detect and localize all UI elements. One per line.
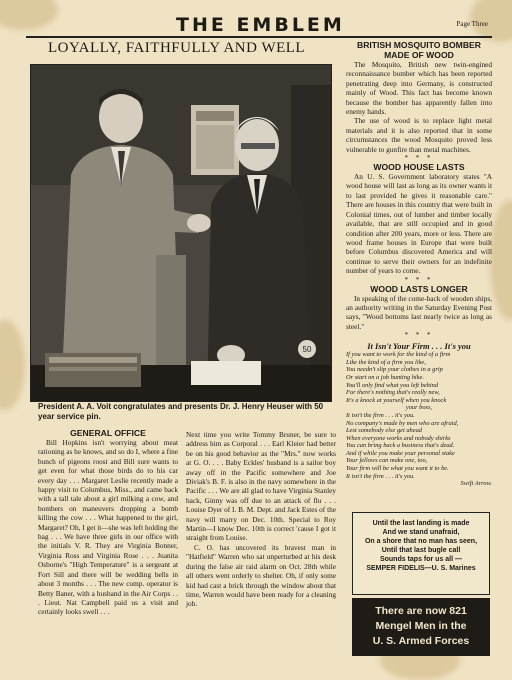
poem-line: Your firm will be what you want it to be. bbox=[346, 465, 449, 473]
poem-line: Or start on a job hunting hike. bbox=[346, 373, 424, 381]
badge-number: 50 bbox=[302, 345, 312, 354]
poem-line: If you want to work for the kind of a firm bbox=[346, 351, 451, 359]
photo-illustration bbox=[31, 65, 331, 401]
poem-line: It's a knock at yourself when you knock bbox=[346, 396, 447, 404]
poem-body bbox=[346, 351, 492, 488]
armed-forces-line: Mengel Men in the bbox=[375, 620, 467, 632]
mosquito-paragraph-2: The use of wood is to replace light metal materials and it is also reported that in some circumstances the wood Mosquito proved less vulnerable to gunfire than metal machines. bbox=[346, 116, 492, 154]
poem-line: No company's made by men who are afraid, bbox=[346, 419, 459, 427]
wood-house-paragraph: An U. S. Government laboratory states "A wood house will last as long as its owner wants it to last provided he gives it reasonable care." There are houses in this country that were built in Colonial times, out of lumber and timber locally available, that are still occupied and in good condition after 200 years, more or less. There are wood frame houses in Europe that were built before Columbus discovered America and will continue to serve their owners for an indefinite number of years to come. bbox=[346, 172, 492, 276]
water-stain bbox=[0, 320, 25, 410]
desk-paper bbox=[191, 361, 261, 385]
poem-line: Like the kind of a firm you like, bbox=[346, 358, 426, 366]
mosquito-title-line1: BRITISH MOSQUITO BOMBER bbox=[357, 40, 481, 50]
water-stain bbox=[490, 200, 512, 320]
armed-forces-line: There are now 821 bbox=[375, 605, 467, 617]
wood-lasts-title: WOOD LASTS LONGER bbox=[370, 283, 468, 294]
box-line: And we stand unafraid, bbox=[382, 529, 460, 536]
poem-line: You can bring back a business that's dead. bbox=[346, 442, 455, 450]
poem-line: You'll only find what you left behind bbox=[346, 381, 439, 389]
poem-line: When everyone works and nobody shirks bbox=[346, 434, 451, 442]
masthead bbox=[26, 14, 492, 38]
poem-line: You needn't slip your clothes in a grip bbox=[346, 366, 443, 374]
general-office-paragraph-1: Bill Hopkins isn't worrying about meat rationing as he knows, and so do I, where a fine bunch of pigeons roost and Bill sure wants to get even for what those birds do to his car every day . . . Margaret Leslie recently made a happy visit to Columbus, Miss., and came back with a tall tale about a girl milking a cow, and bombers on maneuvers dropping a bomb killing the cow . . . What happened to the girl, Margaret? Oh, I get it—she was left holding the bag . . . We have three girls in our office with the initials V. R. They are Virginia Bonner, Virginia Ross and Virginia Rose . . . Juanita Osborne's "High Temperature" is a sergeant at Fort Sill and there will be wedding bells in about 3 months . . . The new comp. operator is Betty Baner, with a husband in the Air Corps . . . Lieut. Nat Campbell paid us a visit and certainly looks swell . . . bbox=[38, 438, 178, 617]
service-pin-photo bbox=[30, 64, 332, 402]
box-line: Until the last landing is made bbox=[372, 520, 470, 527]
poem-line: For there's nothing that's really new, bbox=[346, 389, 440, 397]
armed-forces-box bbox=[352, 598, 490, 656]
photo-headline: LOYALLY, FAITHFULLY AND WELL bbox=[48, 40, 306, 56]
poem-line: Your fellows can make one, too, bbox=[346, 457, 428, 465]
mosquito-paragraph-1: The Mosquito, British new twin-engined reconnaissance bomber which has been reported penetrating deep into Germany, is constructed mainly of Wood. This fact has become known because the bomber has apparently fallen into enemy hands. bbox=[346, 60, 492, 117]
general-office-paragraph-3: C. O. has uncovered its bravest man in "Hatfield" Warren who sat unperturbed at his desk during the false air raid alarm on Oct. 28th while all others went orderly to shelter. Oh, if only some kid had cast a brick through the window about that time, Warren would have been ready for a cleaning job. bbox=[186, 542, 336, 609]
section-divider: * * * bbox=[404, 154, 434, 163]
armed-forces-line: U. S. Armed Forces bbox=[372, 635, 470, 647]
section-divider: * * * bbox=[404, 331, 434, 340]
box-line: SEMPER FIDELIS—U. S. Marines bbox=[366, 565, 476, 572]
general-office-paragraph-2: Next time you write Tommy Bruner, be sure to address him as Corporal . . . Earl Kleier had better be on his good behavior as the "Mrs." now works at G. O. . . . Baby Eckles' husband is a sailor boy away off in the Pacific somewhere and Joe Diviak's B. F. is also in the navy somewhere in the Pacific . . . We are all glad to have Virginia Stanley back, Ginny was off due to an attack of flu . . . Louise Dyer of I. B. M. Dept. and Jack Estes of the navy will marry on Dec. 10th. Special to Roy Martin—I know Dec. 10th is correct 'cause I got it straight from Louise. bbox=[186, 430, 336, 543]
wood-house-title: WOOD HOUSE LASTS bbox=[373, 162, 465, 173]
right-column bbox=[346, 40, 492, 488]
box-line: On a shore that no man has seen, bbox=[364, 538, 478, 545]
masthead-title: THE EMBLEM bbox=[176, 14, 345, 36]
poem-line: Lest somebody else get ahead bbox=[346, 427, 422, 435]
page-label: Page Three bbox=[456, 20, 488, 28]
semper-fidelis-box bbox=[352, 512, 490, 595]
mosquito-title-line2: MADE OF WOOD bbox=[384, 50, 454, 60]
poem-line: It isn't the firm . . . it's you. bbox=[346, 472, 415, 480]
wood-lasts-paragraph: In speaking of the come-back of wooden ships, an authority writing in the Saturday Evening Post says, "Wood bottoms last nearly twice as long as steel." bbox=[346, 293, 492, 331]
general-office-column-1 bbox=[38, 428, 178, 617]
box-line: Until that last bugle call bbox=[381, 547, 461, 554]
poem-line: And if while you make your personal stake bbox=[346, 449, 455, 457]
general-office-column-2 bbox=[186, 430, 336, 609]
poem-credit: Swift Arrow. bbox=[460, 480, 492, 488]
photo-caption: President A. A. Voit congratulates and presents Dr. J. Henry Heuser with 50 year service pin. bbox=[38, 402, 324, 421]
section-divider: * * * bbox=[404, 275, 434, 284]
poem-line: your boss, bbox=[405, 404, 433, 412]
box-line: Sounds taps for us all — bbox=[379, 556, 463, 563]
poem-title: It Isn't Your Firm . . . It's you bbox=[367, 341, 471, 352]
general-office-title: GENERAL OFFICE bbox=[70, 428, 146, 438]
poem-line: It isn't the firm . . . it's you. bbox=[346, 411, 415, 419]
